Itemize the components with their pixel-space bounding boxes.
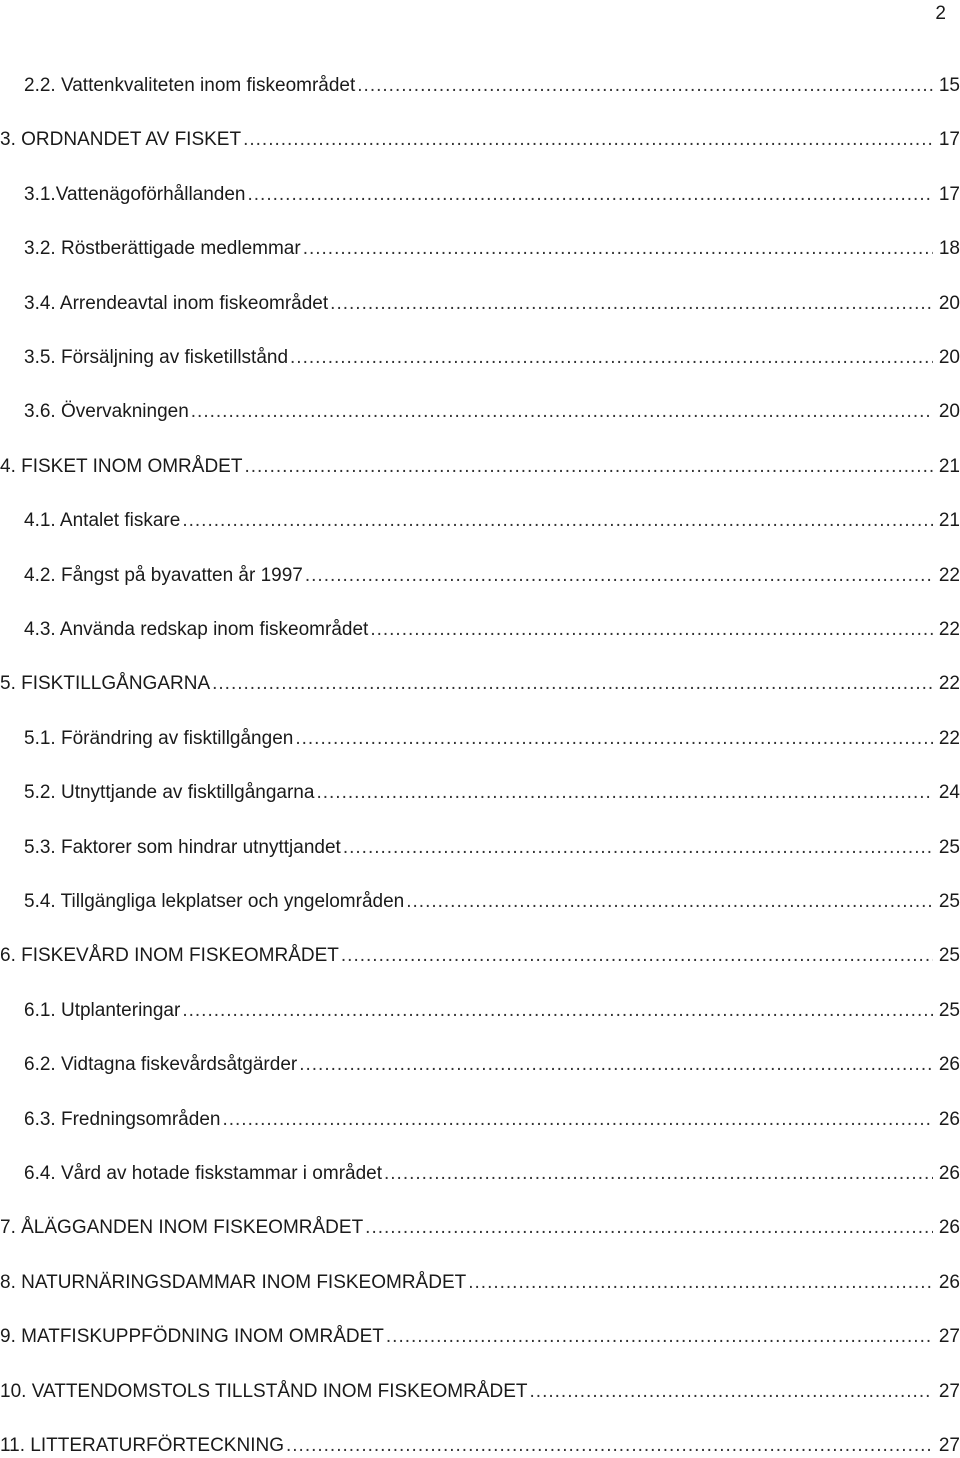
toc-entry[interactable] [24,558,960,588]
toc-entry[interactable] [0,1210,960,1240]
page-number: 2 [935,3,946,24]
toc-entry-label: 6.3. Fredningsområden [24,1108,221,1130]
toc-entry[interactable] [24,231,960,261]
toc-entry[interactable] [24,177,960,207]
toc-entry-label: 9. MATFISKUPPFÖDNING INOM OMRÅDET [0,1326,384,1348]
toc-entry-page: 22 [938,673,960,695]
toc-entry-page: 25 [938,891,960,912]
toc-leader-dots [330,292,933,316]
toc-leader-dots [386,1325,933,1349]
toc-entry-page: 25 [938,999,960,1021]
toc-leader-dots [212,672,933,696]
toc-entry-page: 20 [938,401,960,423]
toc-leader-dots [182,999,933,1023]
toc-leader-dots [303,237,933,261]
toc-leader-dots [365,1216,933,1240]
toc-leader-dots [222,1108,932,1132]
toc-entry-label: 6.2. Vidtagna fiskevårdsåtgärder [24,1054,298,1076]
toc-entry[interactable] [24,340,960,370]
toc-entry-page: 18 [938,238,960,260]
toc-entry[interactable] [24,775,960,805]
toc-entry[interactable] [24,503,960,533]
toc-entry-page: 27 [938,1326,960,1348]
toc-leader-dots [341,944,933,968]
toc-entry[interactable] [0,666,960,696]
toc-entry-label: 6.4. Vård av hotade fiskstammar i området [24,1163,382,1184]
toc-entry-page: 21 [938,510,960,532]
toc-entry-label: 5. FISKTILLGÅNGARNA [0,673,211,695]
toc-leader-dots [286,1434,933,1458]
toc-entry-page: 25 [938,945,960,967]
toc-leader-dots [248,183,933,207]
toc-entry[interactable] [0,449,960,479]
toc-entry-label: 3.2. Röstberättigade medlemmar [24,238,301,260]
toc-entry-label: 8. NATURNÄRINGSDAMMAR INOM FISKEOMRÅDET [0,1271,467,1293]
toc-entry-page: 22 [938,619,960,640]
toc-entry-page: 15 [938,75,960,96]
toc-entry[interactable] [24,286,960,316]
toc-leader-dots [295,727,933,751]
toc-entry-label: 10. VATTENDOMSTOLS TILLSTÅND INOM FISKEOMRÅDET [0,1380,528,1402]
toc-entry-label: 4.2. Fångst på byavatten år 1997 [24,564,303,586]
toc-leader-dots [243,128,933,152]
toc-leader-dots [343,836,933,860]
toc-leader-dots [384,1162,933,1186]
toc-entry[interactable] [24,1156,960,1186]
toc-entry[interactable] [24,612,960,642]
toc-entry-page: 21 [938,455,960,477]
toc-entry-page: 20 [938,347,960,368]
toc-entry[interactable] [0,1428,960,1458]
toc-leader-dots [530,1380,933,1404]
toc-entry-page: 26 [938,1271,960,1293]
toc-entry-label: 5.4. Tillgängliga lekplatser och yngelområden [24,891,405,912]
toc-entry-label: 3. ORDNANDET AV FISKET [0,129,242,151]
toc-entry[interactable] [24,68,960,98]
toc-entry-page: 27 [938,1435,960,1456]
toc-entry-page: 20 [938,292,960,314]
toc-entry[interactable] [0,1265,960,1295]
toc-entry[interactable] [24,830,960,860]
toc-entry-label: 5.1. Förändring av fisktillgången [24,727,294,749]
toc-entry-label: 5.3. Faktorer som hindrar utnyttjandet [24,836,341,858]
toc-leader-dots [191,400,933,424]
toc-entry[interactable] [24,884,960,914]
toc-leader-dots [468,1271,933,1295]
toc-leader-dots [406,890,933,914]
toc-entry-label: 4.3. Använda redskap inom fiskeområdet [24,619,369,640]
toc-entry-page: 26 [938,1054,960,1076]
toc-entry-page: 22 [938,727,960,749]
toc-entry-page: 22 [938,564,960,586]
toc-entry[interactable] [24,394,960,424]
toc-leader-dots [182,509,933,533]
toc-entry-label: 3.1.Vattenägoförhållanden [24,183,246,205]
toc-entry[interactable] [24,721,960,751]
toc-entry-page: 25 [938,836,960,858]
toc-entry[interactable] [0,122,960,152]
toc-leader-dots [357,74,933,98]
toc-entry[interactable] [0,1319,960,1349]
toc-entry-label: 5.2. Utnyttjande av fisktillgångarna [24,782,315,804]
toc-entry[interactable] [24,1102,960,1132]
toc-entry-page: 24 [938,782,960,804]
toc-entry-label: 4.1. Antalet fiskare [24,510,181,532]
toc-entry-page: 26 [938,1108,960,1130]
toc-leader-dots [305,564,933,588]
toc-entry-page: 26 [938,1217,960,1239]
toc-leader-dots [290,346,933,370]
toc-entry-label: 6.1. Utplanteringar [24,999,181,1021]
toc-entry[interactable] [24,1047,960,1077]
toc-entry-label: 6. FISKEVÅRD INOM FISKEOMRÅDET [0,945,339,967]
toc-entry-label: 3.6. Övervakningen [24,401,189,423]
toc-entry-label: 4. FISKET INOM OMRÅDET [0,455,243,477]
toc-entry-page: 17 [938,183,960,205]
toc-entry-page: 26 [938,1163,960,1184]
toc-entry[interactable] [0,1374,960,1404]
toc-entry-label: 3.5. Försäljning av fisketillstånd [24,347,289,368]
toc-leader-dots [370,618,933,642]
toc-entry-page: 27 [938,1380,960,1402]
toc-leader-dots [244,455,932,479]
toc-leader-dots [316,781,932,805]
toc-entry-label: 7. ÅLÄGGANDEN INOM FISKEOMRÅDET [0,1217,364,1239]
toc-entry-page: 17 [938,129,960,151]
toc-entry-label: 2.2. Vattenkvaliteten inom fiskeområdet [24,75,356,96]
toc-leader-dots [299,1053,933,1077]
toc-entry-label: 11. LITTERATURFÖRTECKNING [0,1435,284,1456]
toc-entry[interactable] [0,938,960,968]
toc-entry[interactable] [24,993,960,1023]
toc-entry-label: 3.4. Arrendeavtal inom fiskeområdet [24,292,329,314]
